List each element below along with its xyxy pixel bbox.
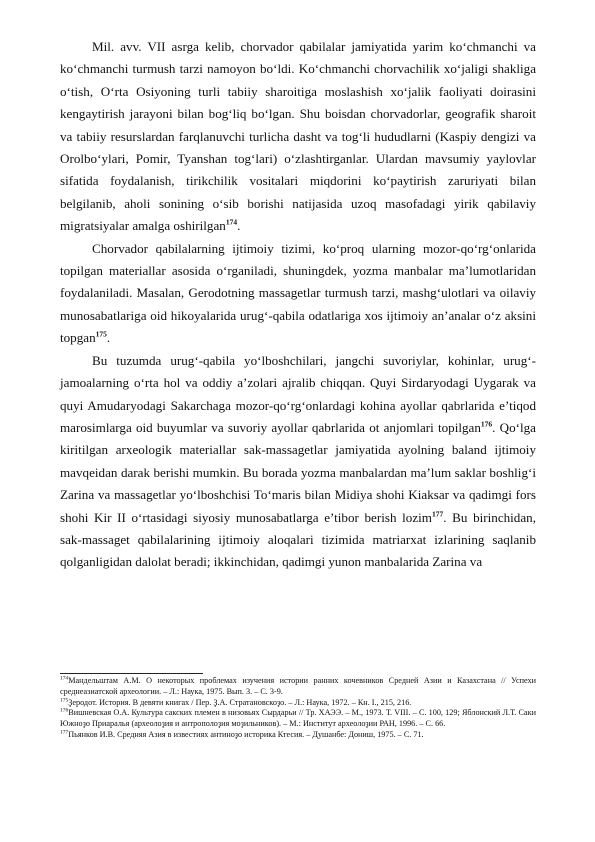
footnote-177 bbox=[60, 730, 536, 741]
paragraph-1 bbox=[60, 36, 536, 238]
main-text bbox=[60, 36, 536, 574]
footnote-number: 174 bbox=[60, 675, 69, 682]
paragraph-text-continued: . Qo‘lga kiritilgan arxeologik materiallar sak-massagetlar jamiyatida ayolning baland ijtimoiy mavqeidan darak berishi mumkin. Bu borada yozma manbalardan ma’lum saklar boshlig‘i Zarina va massagetlar yo‘lboshchisi To‘maris bilan Midiya shohi Kiaksar va qadimgi fors shohi Kir II o‘rtasidagi siyosiy munosabatlarga e’tibor berish lozim bbox=[60, 419, 536, 525]
footnote-175 bbox=[60, 698, 536, 709]
footnote-ref[interactable]: 177 bbox=[431, 509, 444, 519]
paragraph-tail: . Bu birinchidan, sak-massaget qabilalarining ijtimoiy aloqalari tizimida matriarxat izlarining saqlanib qolganligidan dalolat beradi; ikkinchidan, qadimgi yunon manbalarida Zarina va bbox=[60, 509, 536, 570]
paragraph-text: Bu tuzumda urug‘-qabila yo‘lboshchilari, jangchi suvoriylar, kohinlar, urug‘-jamoalarning o‘rta hol va oddiy a’zolari ajralib chiqqan. Quyi Sirdaryodagi Uygarak va quyi Amudaryodagi Sakarchaga mozor-qo‘rg‘onlardagi kohina ayollar qabrlarida e’tiqod marosimlarga oid buyumlar va suvoriy ayollar qabrlarida ot anjomlari topilgan bbox=[60, 352, 536, 435]
footnote-text: Ҙеродот. История. В девяти книгах / Пер. Ҙ.А. Стратановскоҙо. – Л.: Наука, 1972. – Кн. I., 215, 216. bbox=[68, 697, 412, 707]
footnote-number: 176 bbox=[60, 707, 69, 714]
footnote-text: Мандельштам А.М. О некоторых проблемах изучения истории ранних кочевников Средней Азии и Казахстана // Успехи среднеазиатской археологии. – Л.: Наука, 1975. Вып. 3. – С. 3-9. bbox=[60, 676, 536, 696]
footnote-ref[interactable]: 174 bbox=[225, 217, 238, 227]
paragraph-tail: . bbox=[237, 218, 241, 234]
paragraph-text: Mil. avv. VII asrga kelib, chorvador qabilalar jamiyatida yarim ko‘chmanchi va ko‘chmanchi turmush tarzi namoyon bo‘ldi. Ko‘chmanchi chorvachilik xo‘jaligi shakliga o‘tish, O‘rta Osiyoning turli tabiiy sharoitiga moslashish xo‘jalik faoliyati doirasini kengaytirish jarayoni bilan bog‘liq bo‘lgan. Shu boisdan chorvadorlar, geografik sharoit va tabiiy resurslardan farqlanuvchi turlicha dasht va tog‘li hududlarni (Kaspiy dengizi va Orolbo‘ylari, Pomir, Tyanshan tog‘lari) o‘zlashtirganlar. Ulardan mavsumiy yaylovlar sifatida foydalanish, tirikchilik vositalari miqdorini ko‘paytirish zaruriyati bilan belgilanib, aholi sonining o‘sib borishi natijasida uzoq masofadagi yirik qabilaviy migratsiyalar amalga oshirilgan bbox=[60, 39, 536, 234]
footnote-ref[interactable]: 176 bbox=[480, 419, 493, 429]
paragraph-tail: . bbox=[106, 330, 111, 346]
footnote-174 bbox=[60, 676, 536, 698]
footnote-separator bbox=[60, 673, 203, 674]
footnote-number: 177 bbox=[60, 729, 69, 736]
paragraph-3 bbox=[60, 350, 536, 574]
footnote-176 bbox=[60, 708, 536, 730]
footnote-ref[interactable]: 175 bbox=[95, 329, 107, 339]
paragraph-2 bbox=[60, 238, 536, 350]
footnotes bbox=[60, 676, 536, 741]
footnote-number: 175 bbox=[60, 696, 69, 703]
footnote-text: Пьянков И.В. Средняя Азия в известиях антиноҙо историка Ктесия. – Душанбе: Дониш, 1975. – С. 71. bbox=[68, 729, 424, 739]
footnote-text: Вишневская О.А. Культура сакских племен в низовьях Сырдарьи // Тр. ХАЭЭ. – М., 1973. Т. VIII. – С. 100, 129; Яблонский Л.Т. Саки Южноҙо Приаралья (археолоҙия и антрополоҙия моҙильников). – М.: Институт археолоҙии РАН, 1996. – С. 66. bbox=[60, 708, 536, 729]
paragraph-text: Chorvador qabilalarning ijtimoiy tizimi, ko‘proq ularning mozor-qo‘rg‘onlarida topilgan materiallar asosida o‘rganiladi, shuningdek, yozma manbalar ma’lumotlaridan foydalaniladi. Masalan, Gerodotning massagetlar turmush tarzi, mashg‘ulotlari va oilaviy munosabatlariga oid hikoyalarida urug‘-qabila odatlariga xos ijtimoiy an’analar o‘z aksini topgan bbox=[60, 240, 536, 346]
